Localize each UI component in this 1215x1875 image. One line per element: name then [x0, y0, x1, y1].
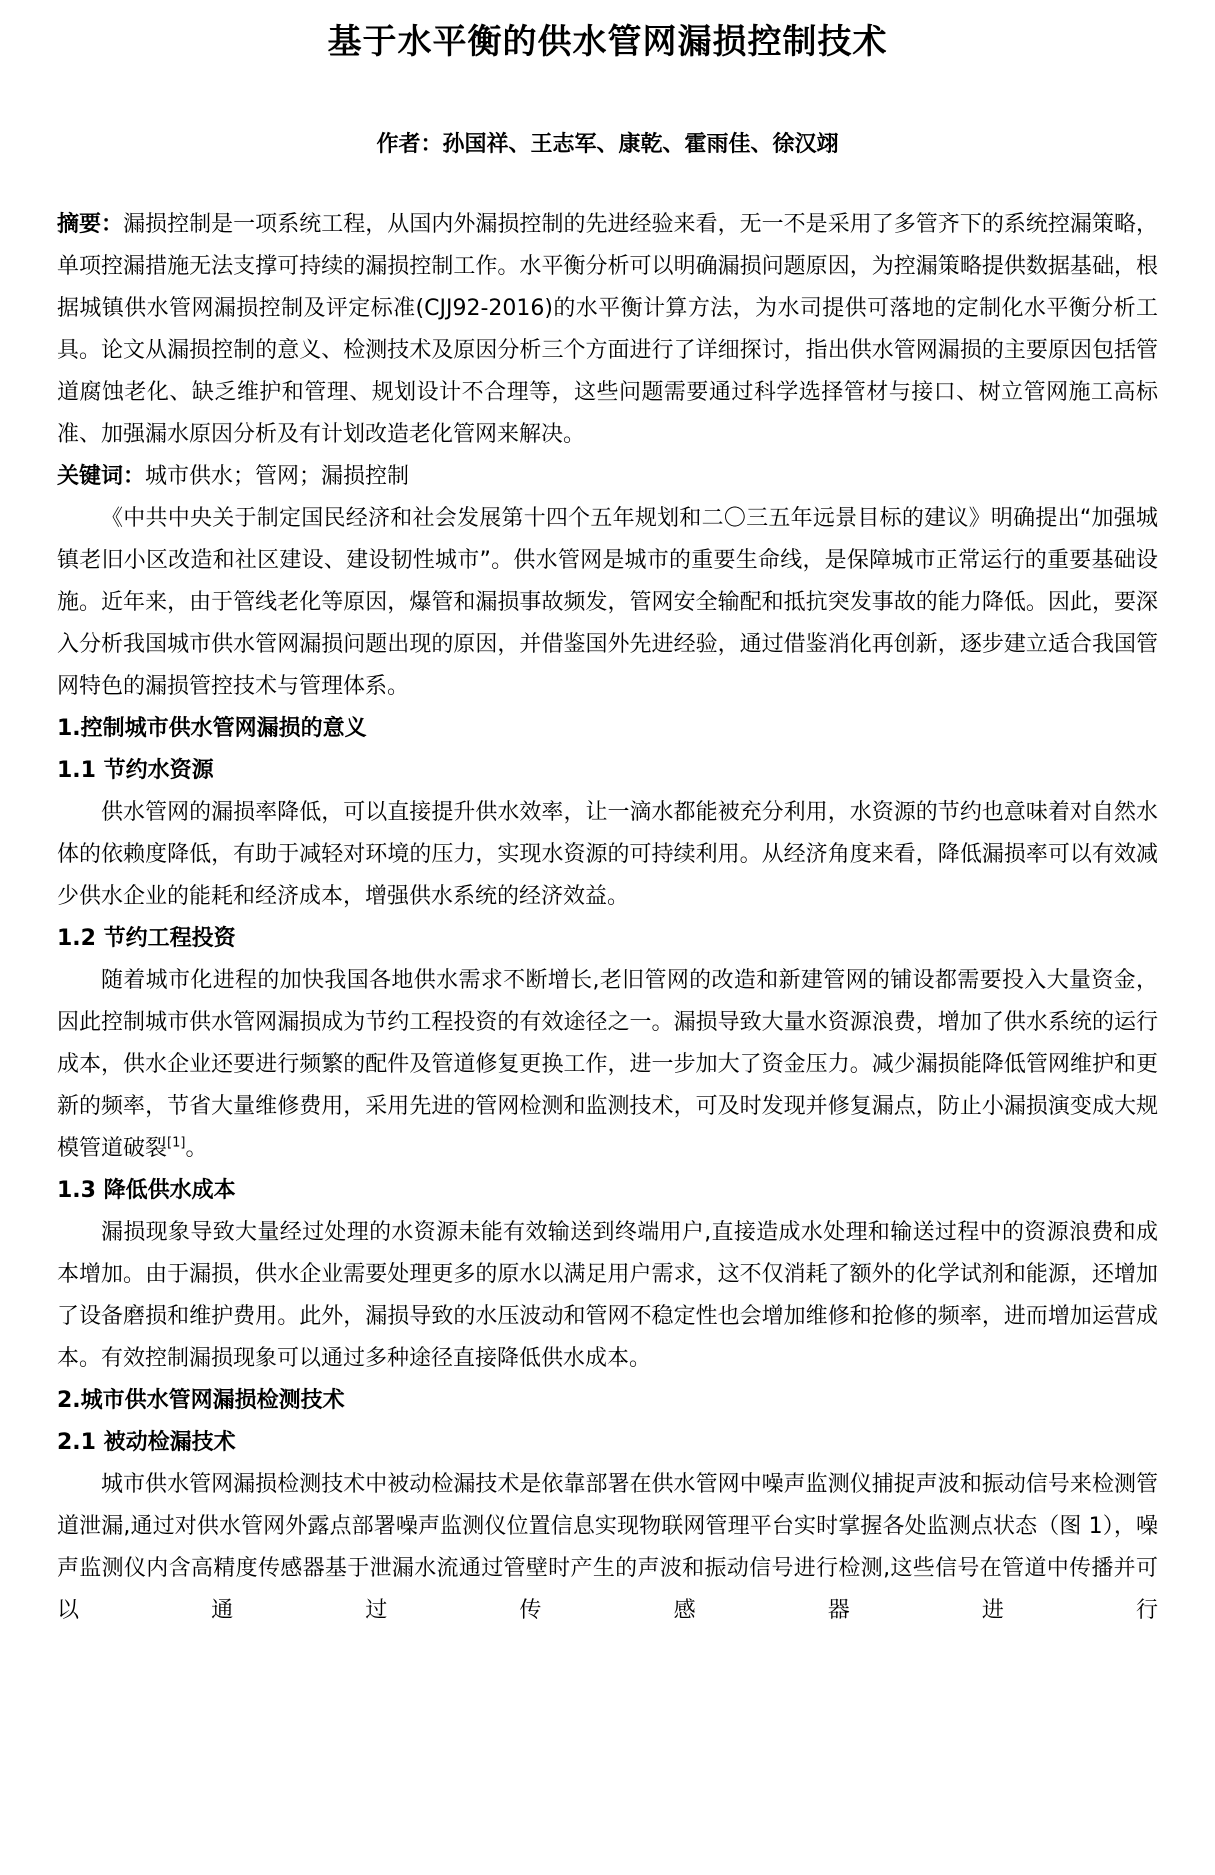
paragraph-1-2: 随着城市化进程的加快我国各地供水需求不断增长,老旧管网的改造和新建管网的铺设都需要投入大量资金，因此控制城市供水管网漏损成为节约工程投资的有效途径之一。漏损导致大量水资源浪费，增加了供水系统的运行成本，供水企业还要进行频繁的配件及管道修复更换工作，进一步加大了资金压力。减少漏损能降低管网维护和更新的频率，节省大量维修费用，采用先进的管网检测和监测技术，可及时发现并修复漏点，防止小漏损演变成大规模管道破裂[1]。: [57, 968, 1158, 1161]
heading-section-1-1: 1.1 节约水资源: [57, 758, 214, 783]
paragraph-2-1: 城市供水管网漏损检测技术中被动检漏技术是依靠部署在供水管网中噪声监测仪捕捉声波和振动信号来检测管道泄漏,通过对供水管网外露点部署噪声监测仪位置信息实现物联网管理平台实时掌握各处监测点状态（图 1），噪声监测仪内含高精度传感器基于泄漏水流通过管壁时产生的声波和振动信号进行检测,这些信号在管道中传播并可以通过传感器进行: [57, 1472, 1158, 1623]
heading-section-2-1: 2.1 被动检漏技术: [57, 1430, 236, 1455]
paragraph-1-1: 供水管网的漏损率降低，可以直接提升供水效率，让一滴水都能被充分利用，水资源的节约也意味着对自然水体的依赖度降低，有助于减轻对环境的压力，实现水资源的可持续利用。从经济角度来看，降低漏损率可以有效减少供水企业的能耗和经济成本，增强供水系统的经济效益。: [57, 800, 1158, 909]
document-title: 基于水平衡的供水管网漏损控制技术: [327, 22, 888, 62]
abstract-paragraph: 摘要：漏损控制是一项系统工程，从国内外漏损控制的先进经验来看，无一不是采用了多管齐下的系统控漏策略，单项控漏措施无法支撑可持续的漏损控制工作。水平衡分析可以明确漏损问题原因，为控漏策略提供数据基础，根据城镇供水管网漏损控制及评定标准(CJJ92-2016)的水平衡计算方法，为水司提供可落地的定制化水平衡分析工具。论文从漏损控制的意义、检测技术及原因分析三个方面进行了详细探讨，指出供水管网漏损的主要原因包括管道腐蚀老化、缺乏维护和管理、规划设计不合理等，这些问题需要通过科学选择管材与接口、树立管网施工高标准、加强漏水原因分析及有计划改造老化管网来解决。: [57, 212, 1158, 447]
authors-line: 作者：孙国祥、王志军、康乾、霍雨佳、徐汉翊: [376, 132, 839, 157]
heading-section-1-3: 1.3 降低供水成本: [57, 1178, 236, 1203]
paragraph-1-3: 漏损现象导致大量经过处理的水资源未能有效输送到终端用户,直接造成水处理和输送过程中的资源浪费和成本增加。由于漏损，供水企业需要处理更多的原水以满足用户需求，这不仅消耗了额外的化学试剂和能源，还增加了设备磨损和维护费用。此外，漏损导致的水压波动和管网不稳定性也会增加维修和抢修的频率，进而增加运营成本。有效控制漏损现象可以通过多种途径直接降低供水成本。: [57, 1220, 1158, 1371]
keywords-line: 关键词：城市供水；管网；漏损控制: [57, 464, 410, 489]
document-body: [57, 204, 1158, 1632]
document-page: [0, 22, 1215, 1875]
introduction-paragraph: 《中共中央关于制定国民经济和社会发展第十四个五年规划和二〇三五年远景目标的建议》明确提出“加强城镇老旧小区改造和社区建设、建设韧性城市”。供水管网是城市的重要生命线，是保障城市正常运行的重要基础设施。近年来，由于管线老化等原因，爆管和漏损事故频发，管网安全输配和抵抗突发事故的能力降低。因此，要深入分析我国城市供水管网漏损问题出现的原因，并借鉴国外先进经验，通过借鉴消化再创新，逐步建立适合我国管网特色的漏损管控技术与管理体系。: [57, 506, 1158, 699]
heading-section-1: 1.控制城市供水管网漏损的意义: [57, 716, 367, 741]
citation-marker: [1]: [167, 1135, 186, 1151]
abstract-paragraph-label: 摘要：: [57, 212, 124, 237]
heading-section-1-2: 1.2 节约工程投资: [57, 926, 236, 951]
heading-section-2: 2.城市供水管网漏损检测技术: [57, 1388, 345, 1413]
keywords-line-label: 关键词：: [57, 464, 146, 489]
